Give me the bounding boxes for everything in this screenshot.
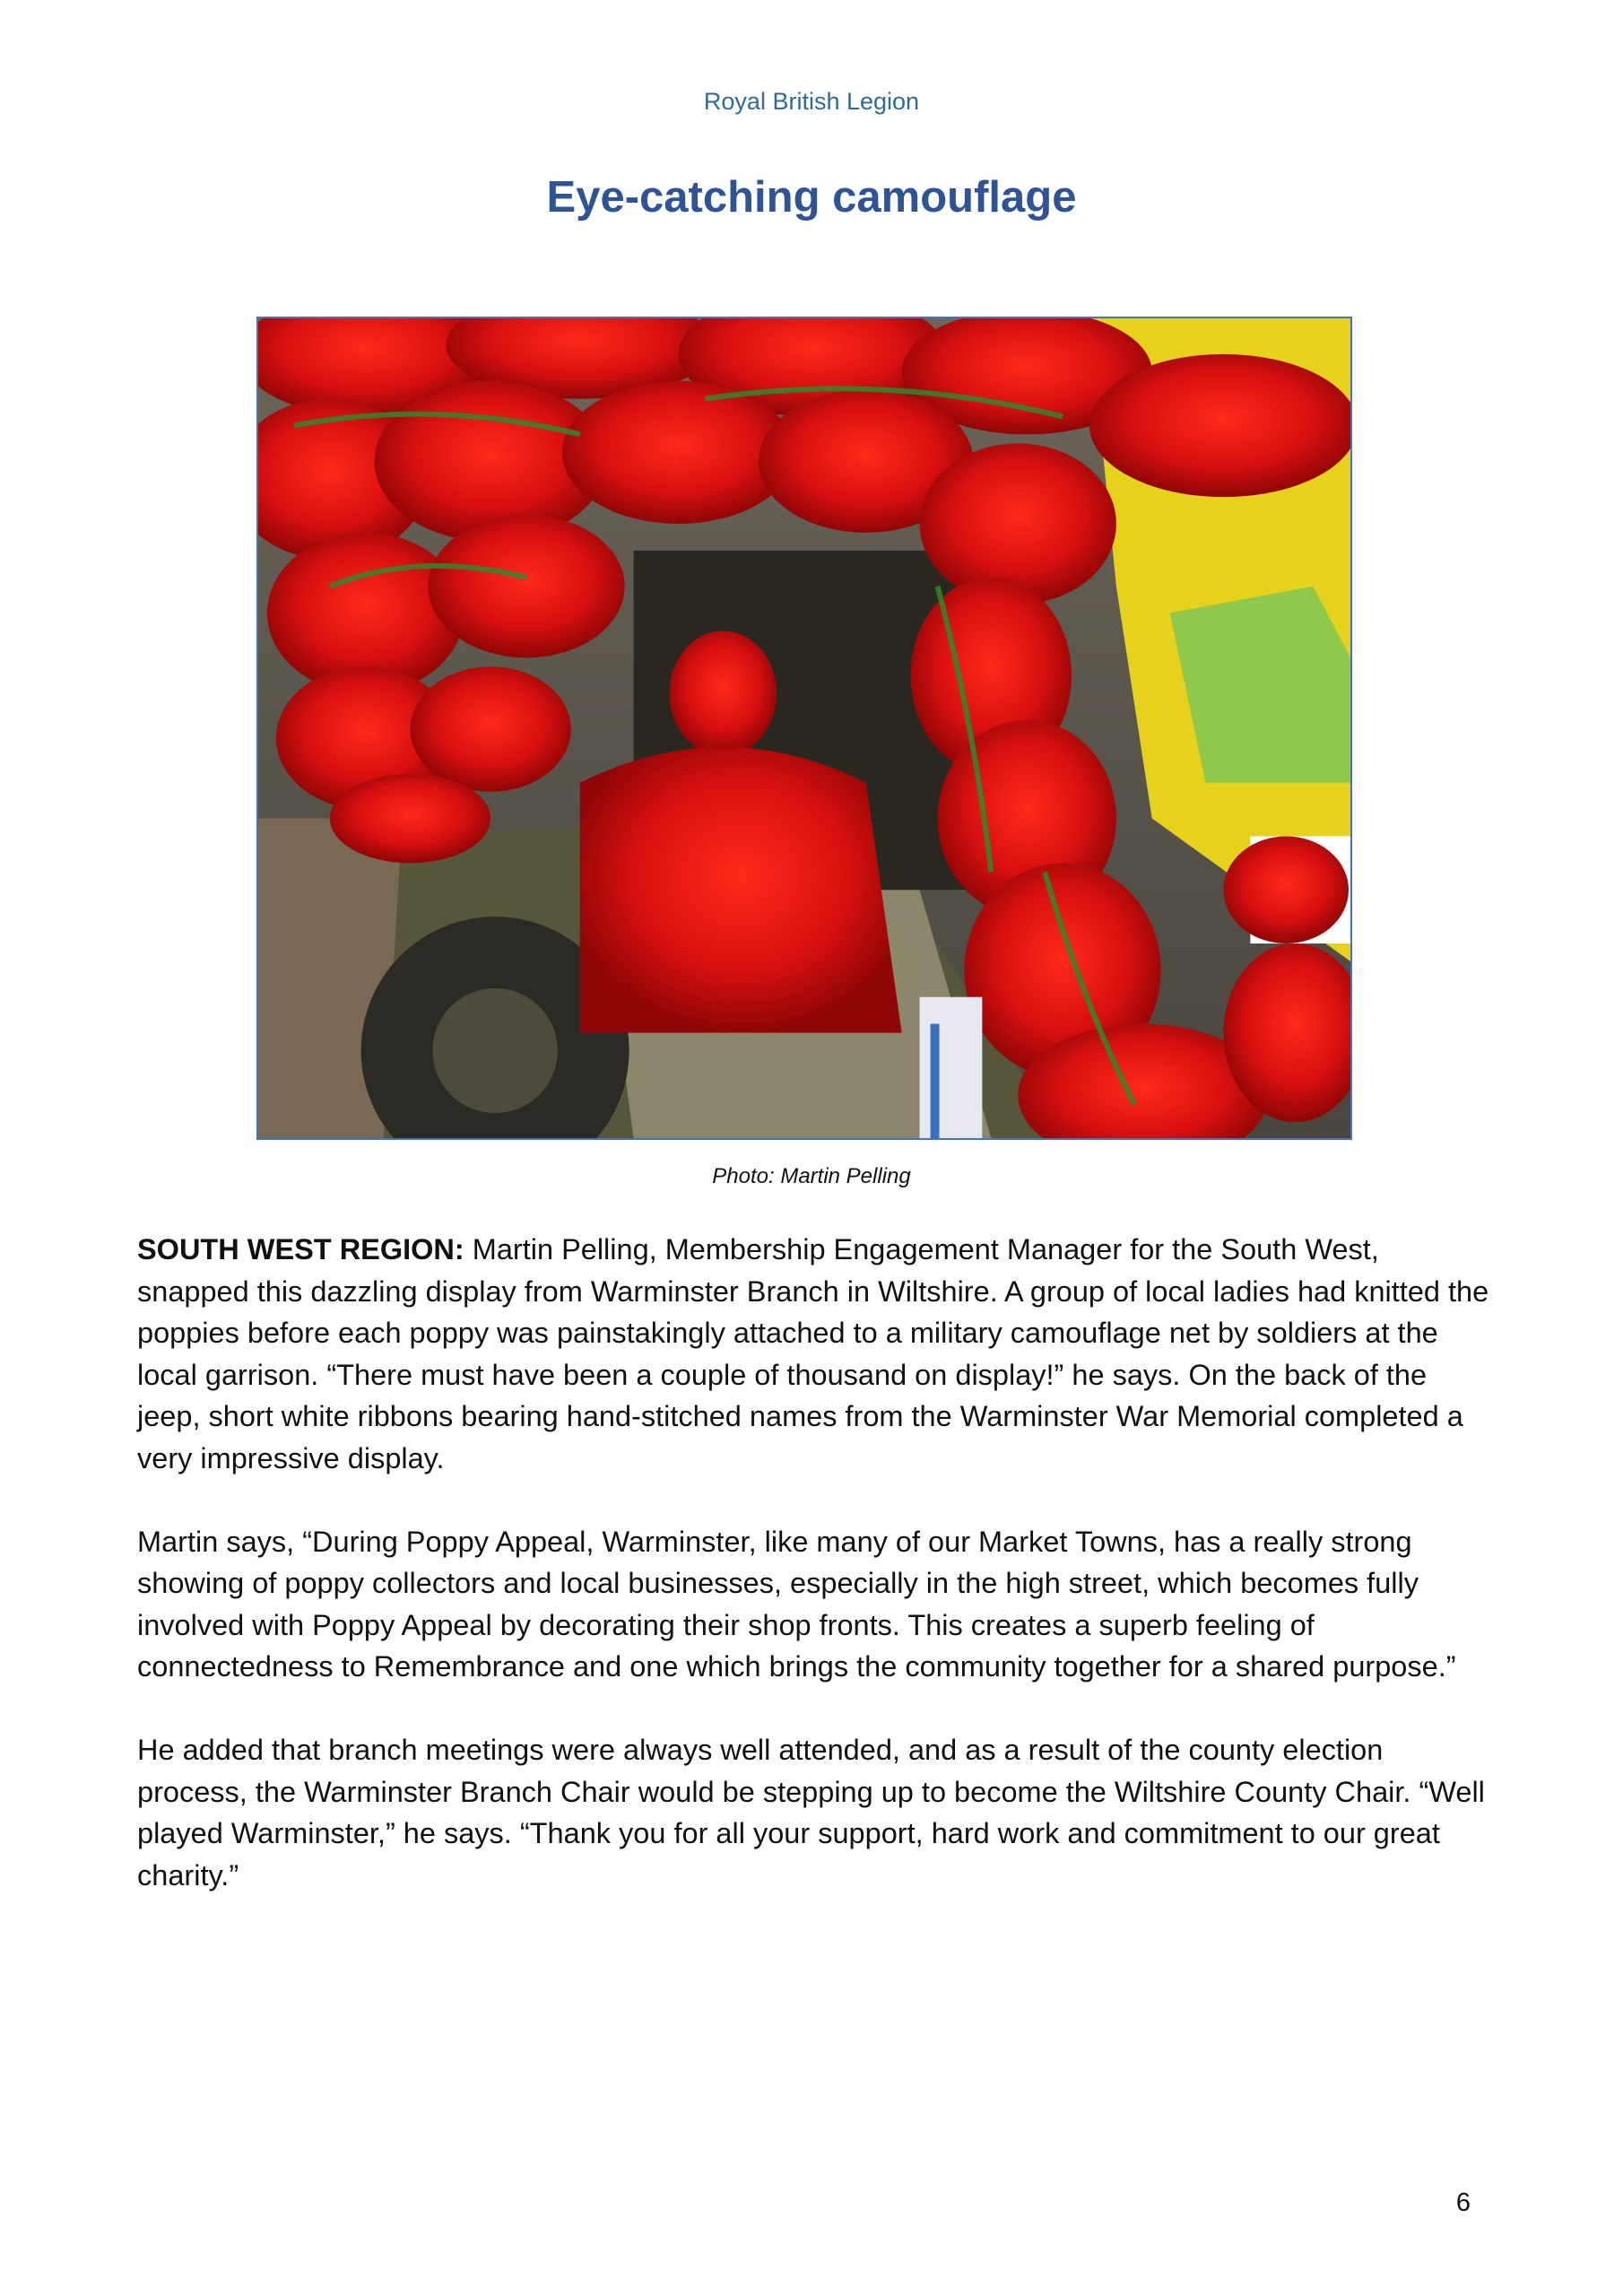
paragraph-1 — [137, 1229, 1491, 1479]
photo-caption: Photo: Martin Pelling — [712, 1164, 911, 1188]
paragraph-3: He added that branch meetings were always well attended, and as a result of the county election process, the Warminster Branch Chair would be stepping up to become the Wiltshire County Chair. “Well played Warminster,” he says. “Thank you for all your support, hard work and commitment to our great charity.” — [137, 1734, 1485, 1892]
page-number: 6 — [1455, 2188, 1471, 2217]
photo-illustration — [258, 318, 1350, 1138]
region-label: SOUTH WEST REGION: — [137, 1233, 464, 1265]
article-title: Eye-catching camouflage — [546, 173, 1077, 222]
paragraph-1-text: Martin Pelling, Membership Engagement Manager for the South West, snapped this dazzling display from Warminster Branch in Wiltshire. A group of local ladies had knitted the poppies before each poppy was painstakingly attached to a military camouflage net by soldiers at the local garrison. “There must have been a couple of thousand on display!” he says. On the back of the jeep, short white ribbons bearing hand-stitched names from the Warminster War Memorial completed a very impressive display. — [137, 1233, 1489, 1474]
poppy-jeep-photo — [256, 317, 1352, 1140]
running-header: Royal British Legion — [703, 88, 920, 115]
paragraph-2: Martin says, “During Poppy Appeal, Warminster, like many of our Market Towns, has a really strong showing of poppy collectors and local businesses, especially in the high street, which becomes fully involved with Poppy Appeal by decorating their shop fronts. This creates a superb feeling of connectedness to Remembrance and one which brings the community together for a shared purpose.” — [137, 1525, 1456, 1683]
article-body — [137, 1229, 1491, 1938]
